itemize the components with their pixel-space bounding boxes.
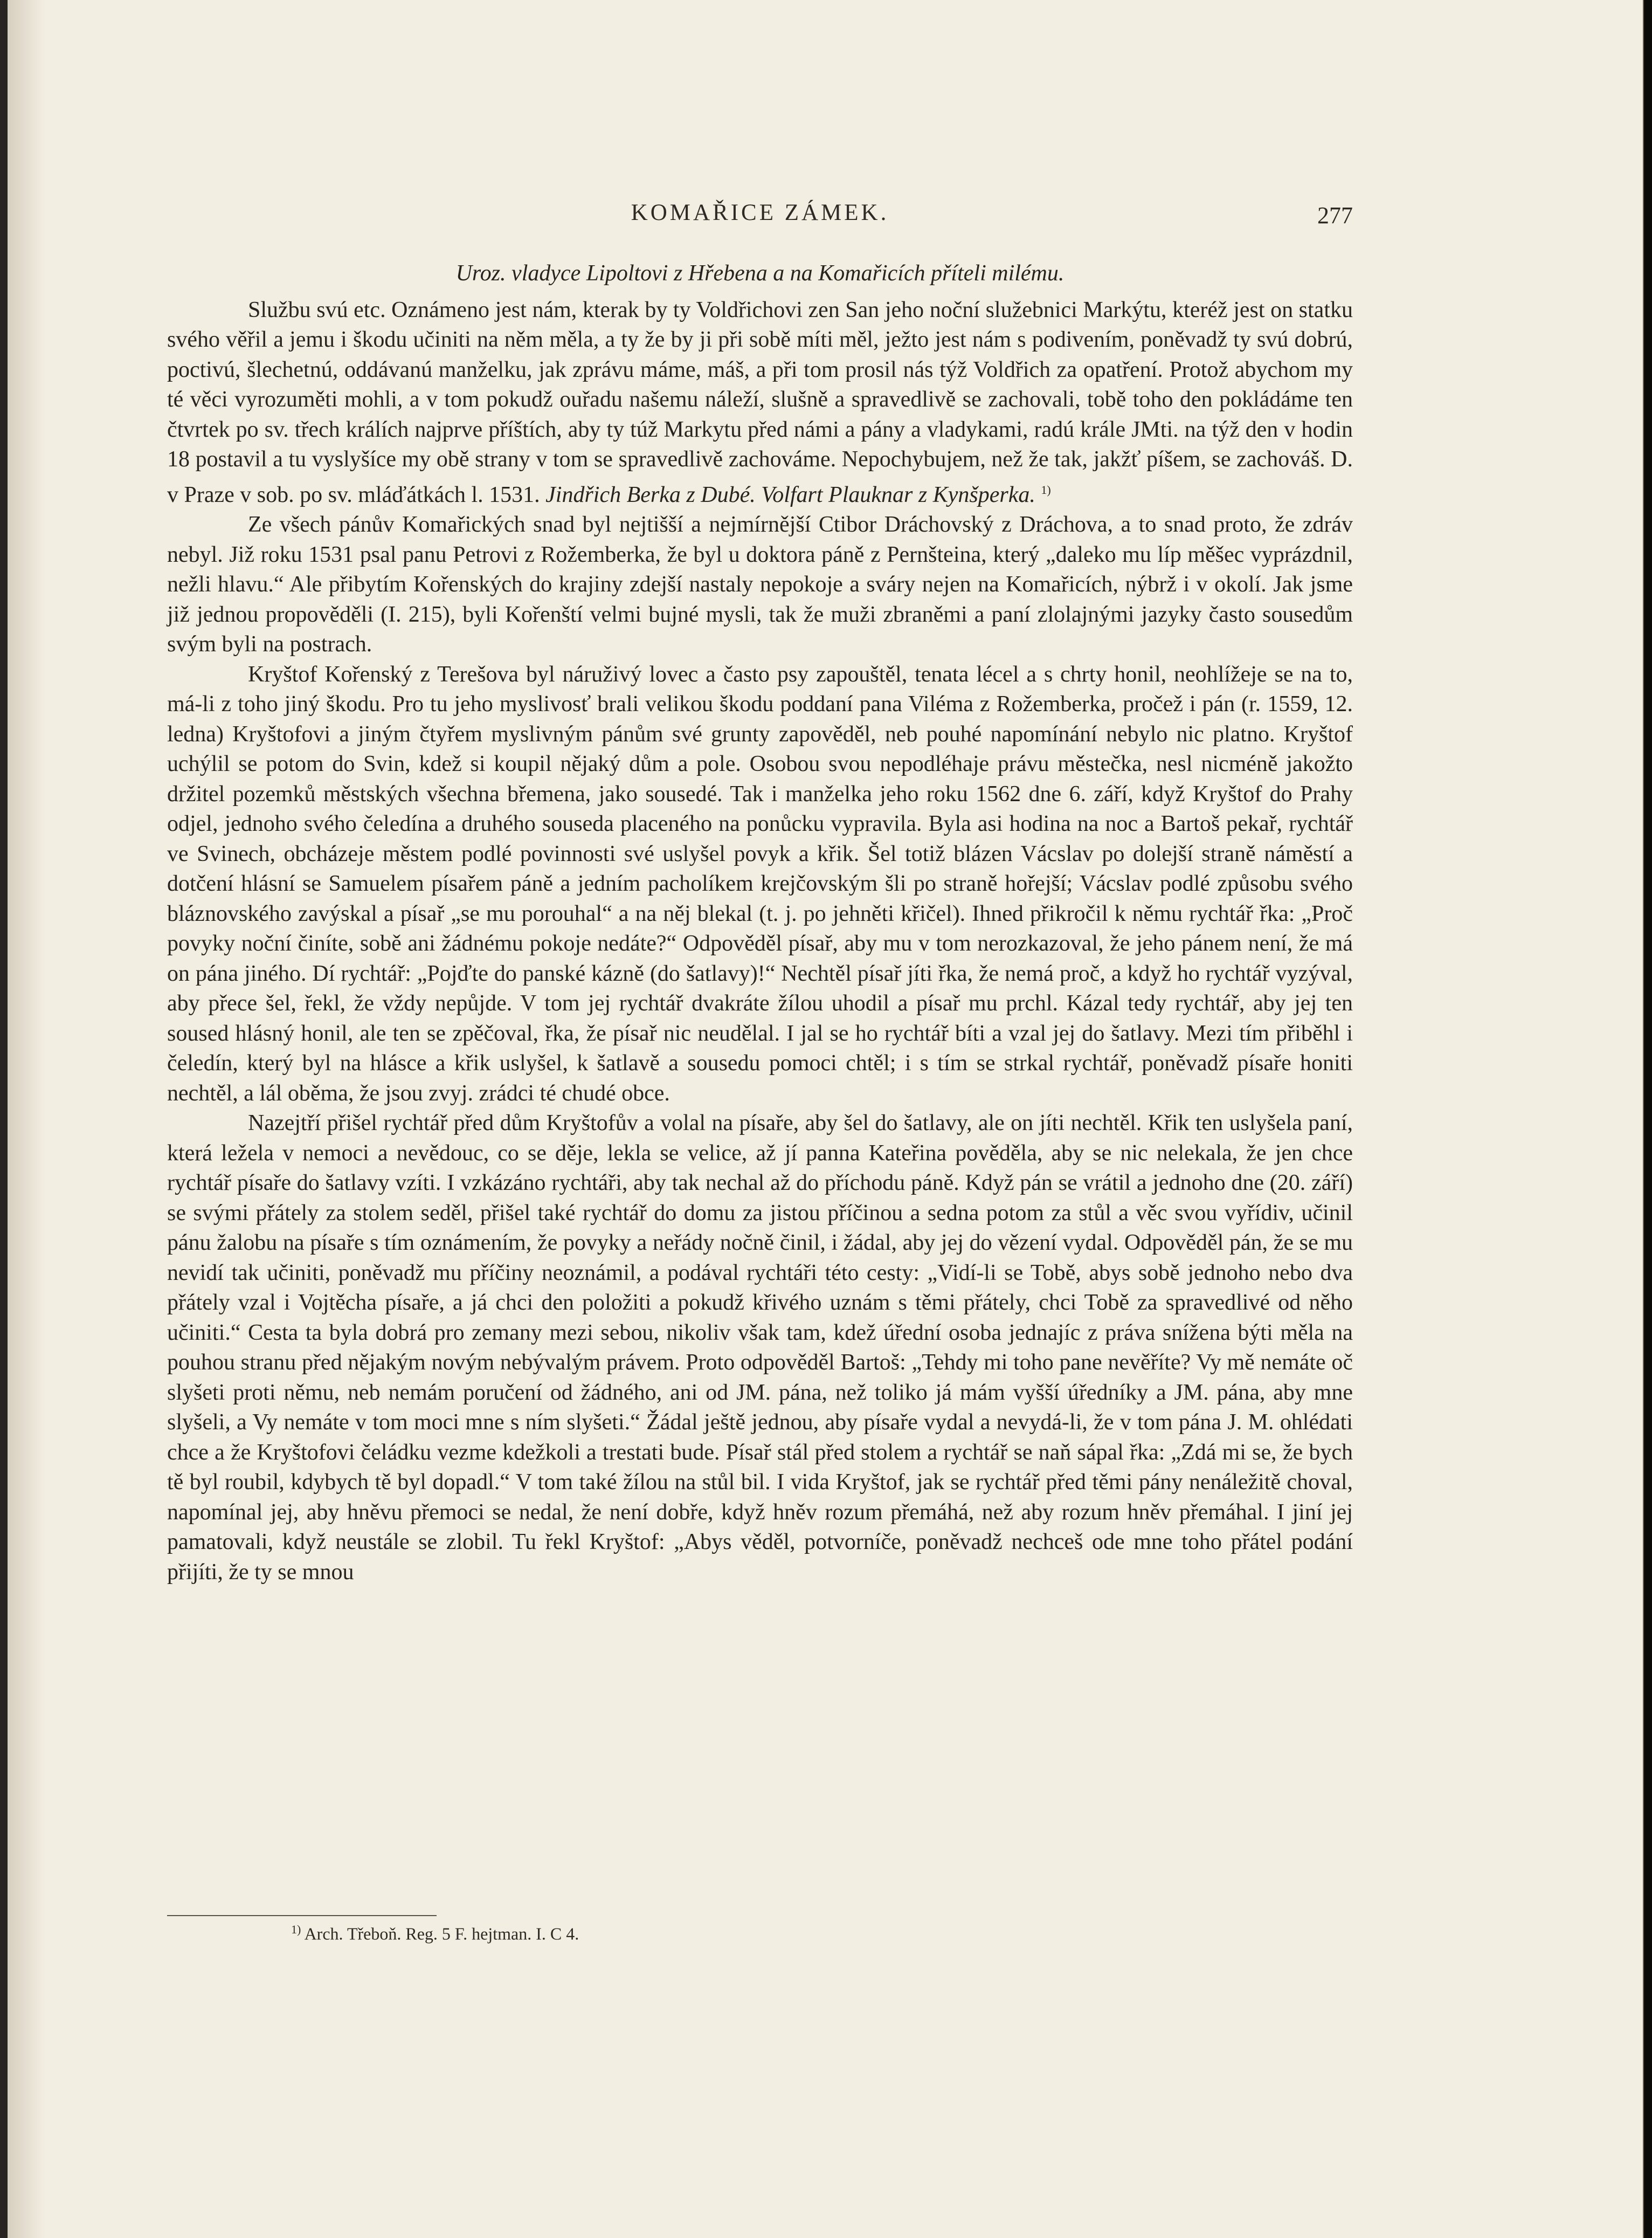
book-spine <box>0 0 8 2238</box>
paragraph-komarice-lords: Ze všech pánův Komařických snad byl nejtišší a nejmírnější Ctibor Dráchovský z Dráchova, a to snad proto, že zdráv nebyl. Již roku 1531 psal panu Petrovi z Rožemberka, že byl u doktora páně z Pernšteina, který „daleko mu líp měšec vyprázdnil, nežli hlavu.“ Ale přibytím Kořenských do krajiny zdejší nastaly nepokoje a sváry nejen na Komařicích, nýbrž i v okolí. Jak jsme již jednou propověděli (I. 215), byli Kořenští velmi bujné mysli, tak že muži zbraněmi a paní zlolajnými jazyky často sousedům svým byli na postrach. <box>167 512 1353 657</box>
main-text <box>167 259 1353 1587</box>
letter-body <box>167 295 1353 511</box>
footnote-reference: 1) <box>1041 483 1051 497</box>
paragraph-krystof-korensky: Kryštof Kořenský z Terešova byl náruživý lovec a často psy zapouštěl, tenata lécel a s chrty honil, neohlížeje se na to, má-li z toho jiný škodu. Pro tu jeho myslivosť brali velikou škodu poddaní pana Viléma z Rožemberka, pročež i pán (r. 1559, 12. ledna) Kryštofovi a jiným čtyřem myslivným pánům své grunty zapověděl, neb pouhé napomínání nebylo nic platno. Kryštof uchýlil se potom do Svin, kdež si koupil nějaký dům a pole. Osobou svou nepodléhaje právu městečka, nesl nicméně jakožto držitel pozemků městských všechna břemena, jako sousedé. Tak i manželka jeho roku 1562 dne 6. září, když Kryštof do Prahy odjel, jednoho svého čeledína a druhého souseda placeného na ponůcku vypravila. Byla asi hodina na noc a Bartoš pekař, rychtář ve Svinech, obcházeje městem podlé povinnosti své uslyšel povyk a křik. Šel totiž blázen Vácslav po dolejší straně náměstí a dotčení hlásní se Samuelem písařem páně a jedním pacholíkem krejčovským šli po straně hořejší; Vácslav podlé způsobu svého bláznovského zavýskal a písař „se mu porouhal“ a na něj blekal (t. j. po jehněti křičel). Ihned přikročil k němu rychtář řka: „Proč povyky noční činíte, sobě ani žádnému pokoje nedáte?“ Odpověděl písař, aby mu v tom nerozkazoval, že jeho pánem není, že má on pána jiného. Dí rychtář: „Pojďte do panské kázně (do šatlavy)!“ Nechtěl písař jíti řka, že nemá proč, a když ho rychtář vyzýval, aby přece šel, řekl, že vždy nepůjde. V tom jej rychtář dvakráte žílou uhodil a písař mu prchl. Kázal tedy rychtář, aby jej ten soused hlásný honil, ale ten se zpěčoval, řka, že písař nic neudělal. I jal se ho rychtář bíti a vzal jej do šatlavy. Mezi tím přiběhl i čeledín, který byl na hlásce a křik uslyšel, k šatlavě a sousedu pomoci chtěl; i s tím se strkal rychtář, poněvadž písaře honiti nechtěl, a lál oběma, že jsou zvyj. zrádci té chudé obce. <box>167 662 1353 1106</box>
footnote-rule <box>167 1915 437 1916</box>
letter-signature: Jindřich Berka z Dubé. Volfart Plauknar z Kynšperka. <box>545 482 1035 507</box>
footnote-marker: 1) <box>291 1923 301 1936</box>
letter-body-text: Službu svú etc. Oznámeno jest nám, kterak by ty Voldřichovi zen San jeho noční služebnici Markýtu, kteréž jest on statku svého věřil a jemu i škodu učiniti na něm měla, a ty že by ji při sobě míti měl, ježto jest nám s podivením, poněvadž ty svú dobrú, poctivú, šlechetnú, oddávanú manželku, jak zprávu máme, máš, a při tom prosil nás týž Voldřich za opatření. Protož abychom my té věci vyrozuměti mohli, a v tom pokudž ouřadu našemu náleží, slušně a spravedlivě se zachovali, tobě toho den pokládáme ten čtvrtek po sv. třech králích najprve příštích, aby ty túž Markytu před námi a pány a vladykami, radú krále JMti. na týž den v hodin 18 postavil a tu vyslyšíce my obě strany v tom se spravedlivě zachováme. Nepochybujem, než že tak, jakžť píšem, se zachováš. D. v Praze v sob. po sv. mláďátkách l. 1531. <box>167 297 1353 507</box>
gutter-shadow <box>8 0 45 2238</box>
footnote <box>291 1923 579 1944</box>
letter-address: Uroz. vladyce Lipoltovi z Hřebena a na Komařicích příteli milému. <box>455 261 1065 286</box>
running-title: KOMAŘICE ZÁMEK. <box>631 200 889 225</box>
footnote-text: Arch. Třeboň. Reg. 5 F. hejtman. I. C 4. <box>304 1924 579 1944</box>
paragraph-next-day: Nazejtří přišel rychtář před dům Kryštofův a volal na písaře, aby šel do šatlavy, ale on jíti nechtěl. Křik ten uslyšela paní, která ležela v nemoci a nevědouc, co se děje, lekla se velice, až jí panna Kateřina pověděla, aby se nic nelekala, že jen chce rychtář písaře do šatlavy vzíti. I vzkázáno rychtáři, aby tak nechal až do příchodu páně. Když pán se vrátil a jednoho dne (20. září) se svými přátely za stolem seděl, přišel také rychtář do domu za jistou příčinou a sedna potom za stůl a věc svou vyřídiv, učinil pánu žalobu na písaře s tím oznámením, že povyky a neřády nočně činil, i žádal, aby jej do vězení vydal. Odpověděl pán, že se mu nevidí tak učiniti, poněvadž mu příčiny neoznámil, a podával rychtáři této cesty: „Vidí-li se Tobě, abys sobě jednoho nebo dva přátely vzal i Vojtěcha písaře, a já chci den položiti a pokudž křivého uznám s těmi přátely, chci Tobě za spravedlivé od něho učiniti.“ Cesta ta byla dobrá pro zemany mezi sebou, nikoliv však tam, kdež úřední osoba jednajíc z práva snížena býti měla na pouhou stranu před nějakým novým nebývalým právem. Proto odpověděl Bartoš: „Tehdy mi toho pane nevěříte? Vy mě nemáte oč slyšeti proti němu, neb nemám poručení od žádného, ani od JM. pána, než toliko já mám vyšší úředníky a JM. pána, aby mne slyšeli, a Vy nemáte v tom moci mne s ním slyšeti.“ Žádal ještě jednou, aby písaře vydal a nevydá-li, že v tom pána J. M. ohlédati chce a že Kryštofovi čeládku vezme kdežkoli a trestati bude. Písař stál před stolem a rychtář se naň sápal řka: „Zdá mi se, že bych tě byl roubil, kdybych tě byl dopadl.“ V tom také žílou na stůl bil. I vida Kryštof, jak se rychtář před těmi pány nenáležitě choval, napomínal jej, aby hněvu přemoci se nedal, že není dobře, když hněv rozum přemáhá, než aby rozum hněv přemáhal. I jiní jej pamatovali, když neustále se zlobil. Tu řekl Kryštof: „Abys věděl, potvorníče, poněvadž nechceš ode mne toho přátel podání přijíti, že ty se mnou <box>167 1111 1353 1585</box>
page-number: 277 <box>1317 202 1353 229</box>
page-header <box>167 199 1353 243</box>
